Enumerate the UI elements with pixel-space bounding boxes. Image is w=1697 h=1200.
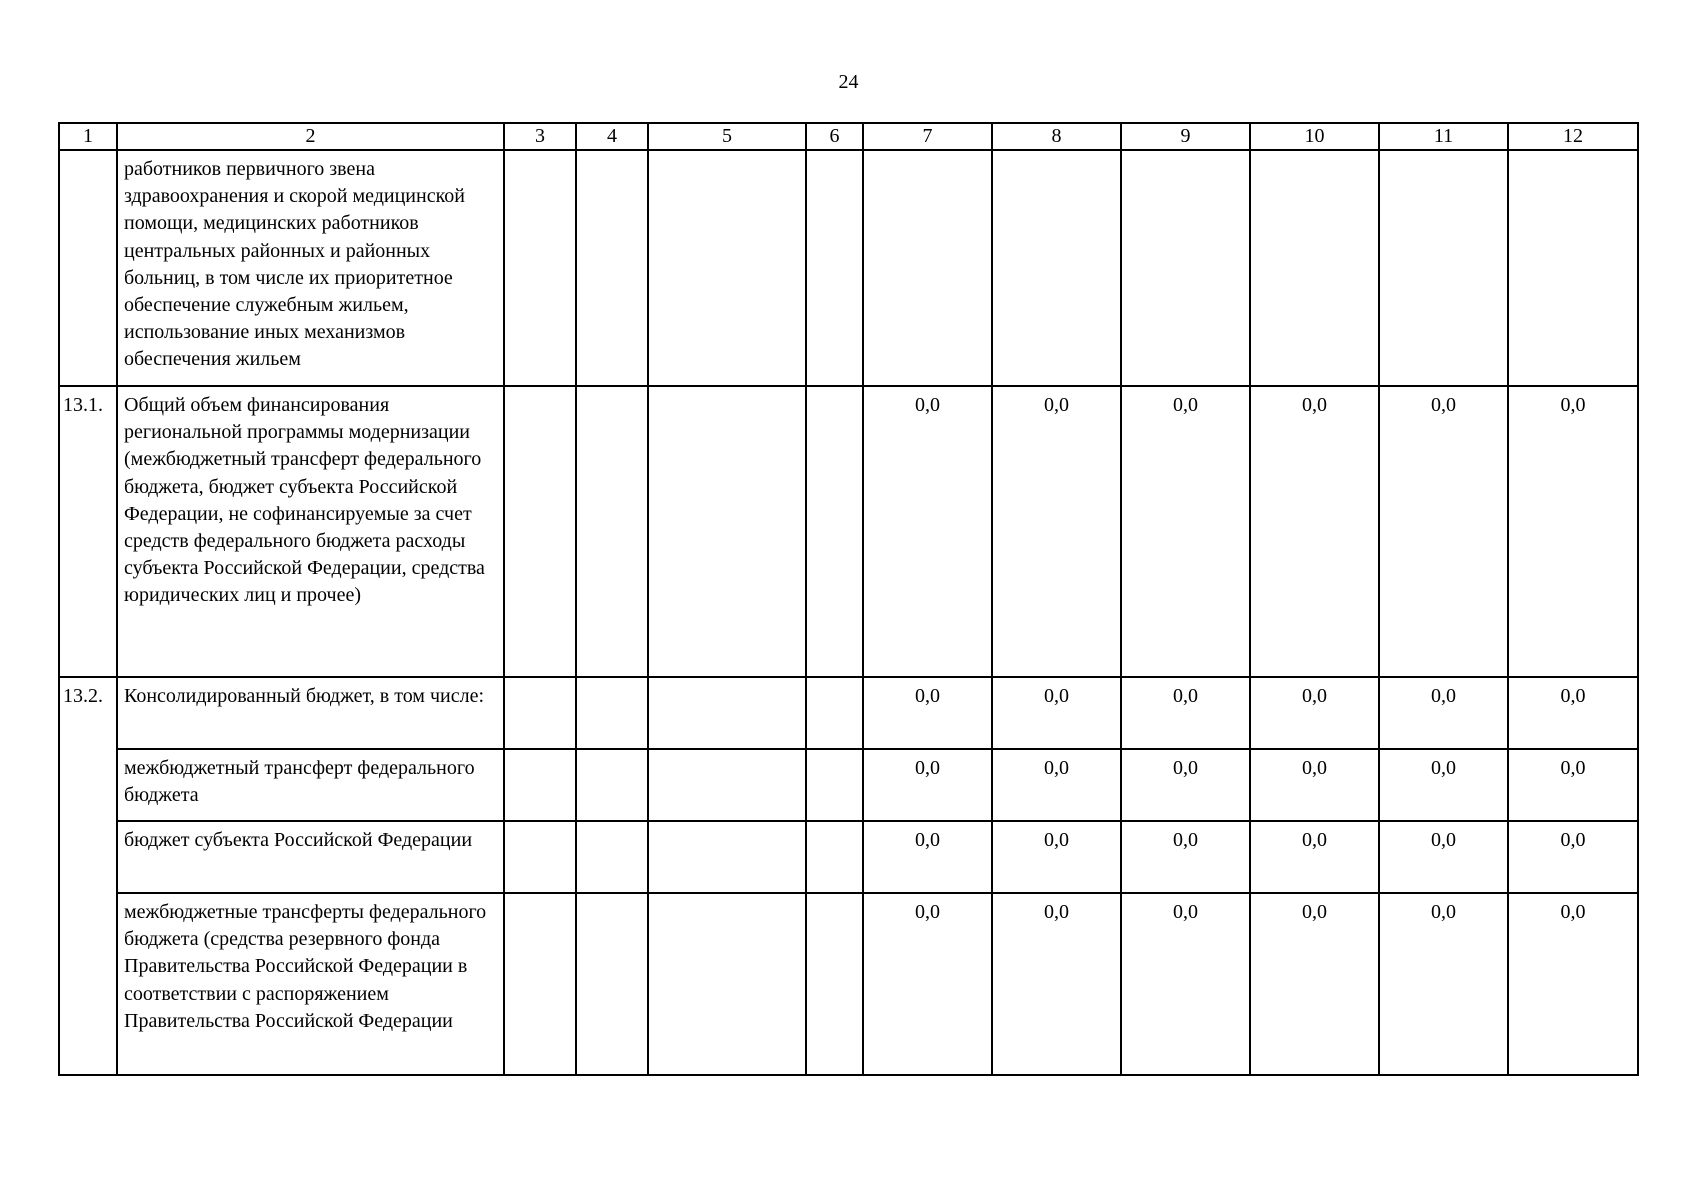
row-value: 0,0 — [1121, 386, 1250, 677]
table-row — [59, 677, 1638, 749]
row-value: 0,0 — [1121, 893, 1250, 1075]
column-header: 12 — [1508, 123, 1638, 150]
budget-table — [58, 122, 1639, 1076]
row-value: 0,0 — [863, 821, 992, 893]
row-value — [504, 386, 576, 677]
column-header: 11 — [1379, 123, 1508, 150]
row-description: Общий объем финансирования региональной программы модернизации (межбюджетный трансферт федерального бюджета, бюджет субъекта Российской Федерации, не софинансируемые за счет средств федерального бюджета расходы субъекта Российской Федерации, средства юридических лиц и прочее) — [117, 386, 504, 677]
row-value — [504, 749, 576, 821]
row-number — [59, 821, 117, 893]
row-value: 0,0 — [992, 677, 1121, 749]
row-value — [806, 386, 863, 677]
row-value: 0,0 — [1250, 386, 1379, 677]
row-value — [806, 893, 863, 1075]
row-value: 0,0 — [992, 749, 1121, 821]
row-value — [576, 150, 648, 386]
row-description: межбюджетные трансферты федерального бюджета (средства резервного фонда Правительства Российской Федерации в соответствии с распоряжением Правительства Российской Федерации — [117, 893, 504, 1075]
row-value — [806, 821, 863, 893]
column-header: 10 — [1250, 123, 1379, 150]
row-value: 0,0 — [1508, 821, 1638, 893]
row-value: 0,0 — [992, 386, 1121, 677]
row-value — [863, 150, 992, 386]
row-value — [504, 893, 576, 1075]
row-value — [1121, 150, 1250, 386]
table-row — [59, 893, 1638, 1075]
row-value: 0,0 — [1508, 386, 1638, 677]
row-value — [576, 821, 648, 893]
row-value — [576, 386, 648, 677]
column-header: 1 — [59, 123, 117, 150]
row-value — [648, 893, 806, 1075]
row-description: работников первичного звена здравоохранения и скорой медицинской помощи, медицинских работников центральных районных и районных больниц, в том числе их приоритетное обеспечение служебным жильем, использование иных механизмов обеспечения жильем — [117, 150, 504, 386]
row-value — [504, 821, 576, 893]
column-header: 8 — [992, 123, 1121, 150]
row-value: 0,0 — [1121, 749, 1250, 821]
row-value: 0,0 — [992, 821, 1121, 893]
row-value — [992, 150, 1121, 386]
row-value: 0,0 — [992, 893, 1121, 1075]
row-value — [648, 386, 806, 677]
row-value: 0,0 — [1379, 677, 1508, 749]
row-value — [648, 821, 806, 893]
row-number: 13.1. — [59, 386, 117, 677]
row-value: 0,0 — [1121, 677, 1250, 749]
row-description: Консолидированный бюджет, в том числе: — [117, 677, 504, 749]
column-header: 6 — [806, 123, 863, 150]
row-value — [648, 749, 806, 821]
row-value — [576, 893, 648, 1075]
row-value: 0,0 — [863, 749, 992, 821]
row-value — [576, 749, 648, 821]
header-row — [59, 123, 1638, 150]
row-value: 0,0 — [1379, 893, 1508, 1075]
row-value: 0,0 — [1508, 893, 1638, 1075]
row-value: 0,0 — [1379, 386, 1508, 677]
row-value — [1379, 150, 1508, 386]
row-value — [504, 150, 576, 386]
row-value: 0,0 — [863, 677, 992, 749]
row-value: 0,0 — [1508, 749, 1638, 821]
row-value: 0,0 — [1250, 749, 1379, 821]
row-value: 0,0 — [863, 386, 992, 677]
row-value: 0,0 — [1121, 821, 1250, 893]
column-header: 4 — [576, 123, 648, 150]
row-value — [806, 749, 863, 821]
row-value — [806, 150, 863, 386]
row-description: межбюджетный трансферт федерального бюджета — [117, 749, 504, 821]
row-value — [504, 677, 576, 749]
row-description: бюджет субъекта Российской Федерации — [117, 821, 504, 893]
row-value — [576, 677, 648, 749]
row-value: 0,0 — [1379, 821, 1508, 893]
table-row — [59, 150, 1638, 386]
row-number — [59, 749, 117, 821]
row-value — [648, 150, 806, 386]
column-header: 3 — [504, 123, 576, 150]
row-value: 0,0 — [863, 893, 992, 1075]
row-number — [59, 150, 117, 386]
row-value: 0,0 — [1379, 749, 1508, 821]
row-value: 0,0 — [1508, 677, 1638, 749]
table-row — [59, 749, 1638, 821]
row-number: 13.2. — [59, 677, 117, 749]
row-value: 0,0 — [1250, 821, 1379, 893]
row-value — [648, 677, 806, 749]
table-row — [59, 386, 1638, 677]
row-value: 0,0 — [1250, 677, 1379, 749]
column-header: 2 — [117, 123, 504, 150]
row-value — [1250, 150, 1379, 386]
row-number — [59, 893, 117, 1075]
table-row — [59, 821, 1638, 893]
row-value — [806, 677, 863, 749]
column-header: 5 — [648, 123, 806, 150]
row-value — [1508, 150, 1638, 386]
column-header: 9 — [1121, 123, 1250, 150]
column-header: 7 — [863, 123, 992, 150]
page-number: 24 — [838, 71, 859, 93]
row-value: 0,0 — [1250, 893, 1379, 1075]
